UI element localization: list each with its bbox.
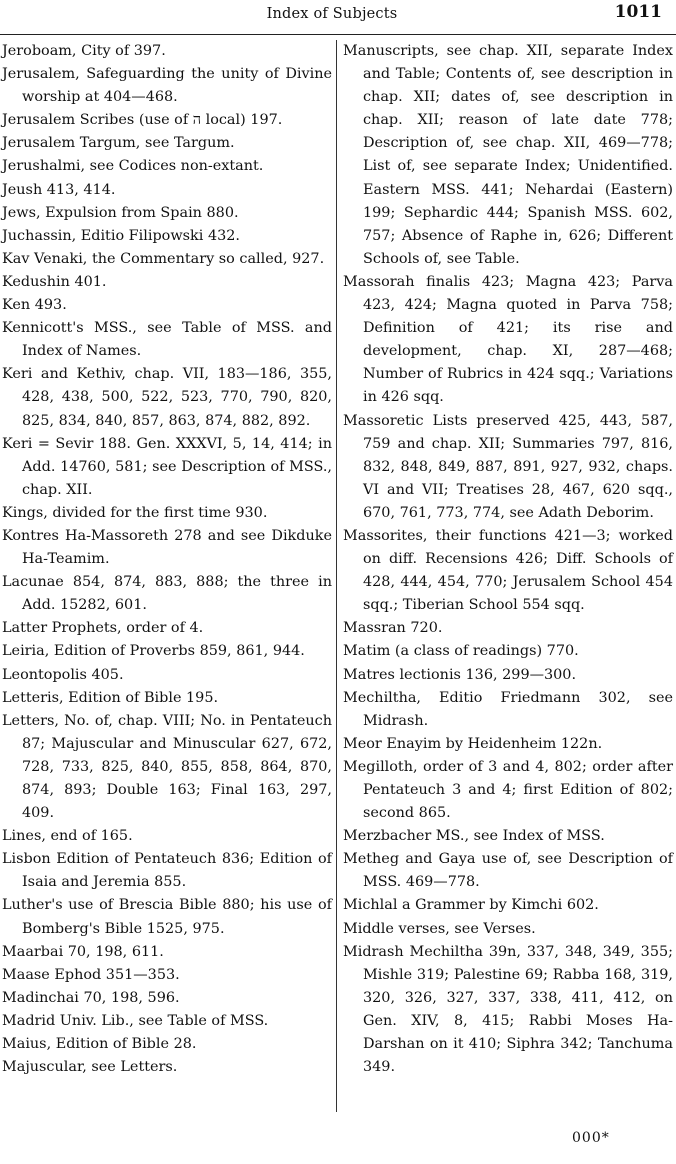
index-entry: Matres lectionis 136, 299—300. [343,666,577,683]
index-entry: Metheg and Gaya use of, see Description of MSS. 469—778. [343,851,673,891]
index-entry: Keri = Sevir 188. Gen. XXXVI, 5, 14, 414; in Add. 14760, 581; see Description of MSS., chap. XII. [2,435,332,498]
index-entry: Kings, divided for the first time 930. [2,504,268,521]
index-entry: Ken 493. [2,297,67,314]
index-entry: Manuscripts, see chap. XII, separate Index and Table; Contents of, see description in chap. XII; dates of, see description in chap. XII; reason of late date 778; Description of, see chap. XII, 469—778; List of, see separate Index; Unidentified. Eastern MSS. 441; Nehardai (Eastern) 199; Sephardic 444; Spanish MSS. 602, 757; Absence of Raphe in, 626; Different Schools of, see Table. [343,43,673,267]
index-entry: Massorites, their functions 421—3; worked on diff. Recensions 426; Diff. Schools of 428, 444, 454, 770; Jerusalem School 454 sqq.; Tiberian School 554 sqq. [343,527,673,614]
index-entry: Leontopolis 405. [2,666,124,683]
page-number: 1011 [614,2,662,22]
index-entry: Midrash Mechiltha 39n, 337, 348, 349, 355; Mishle 319; Palestine 69; Rabba 168, 319, 320, 326, 327, 337, 338, 411, 412, on Gen. XIV, 8, 415; Rabbi Moses Ha-Darshan on it 410; Siphra 342; Tanchuma 349. [343,943,673,1076]
signature-mark: 000* [572,1130,610,1146]
column-divider [336,40,337,1112]
index-entry: Madrid Univ. Lib., see Table of MSS. [2,1012,269,1029]
index-entry: Middle verses, see Verses. [343,920,536,937]
index-entry: Keri and Kethiv, chap. VII, 183—186, 355, 428, 438, 500, 522, 523, 770, 790, 820, 825, 834, 840, 857, 863, 874, 882, 892. [2,366,332,429]
header-rule [0,34,676,35]
index-entry: Massoretic Lists preserved 425, 443, 587, 759 and chap. XII; Summaries 797, 816, 832, 848, 849, 887, 891, 927, 932, chaps. VI and VII; Treatises 28, 467, 620 sqq., 670, 761, 773, 774, see Adath Deborim. [343,412,673,521]
index-column-left [2,40,332,1079]
index-entry: Mechiltha, Editio Friedmann 302, see Midrash. [343,689,673,729]
index-entry: Maius, Edition of Bible 28. [2,1036,197,1053]
index-entry: Juchassin, Editio Filipowski 432. [2,227,240,244]
index-entry: Massran 720. [343,620,443,637]
index-entry: Lines, end of 165. [2,828,133,845]
index-entry: Matim (a class of readings) 770. [343,643,579,660]
index-entry: Kennicott's MSS., see Table of MSS. and Index of Names. [2,320,332,360]
index-entry: Jerusalem, Safeguarding the unity of Divine worship at 404—468. [2,66,332,106]
index-entry: Jerusalem Scribes (use of ה local) 197. [2,112,283,129]
index-entry: Jeush 413, 414. [2,181,116,198]
index-entry: Kedushin 401. [2,273,107,290]
index-entry: Maarbai 70, 198, 611. [2,943,164,960]
index-entry: Lacunae 854, 874, 883, 888; the three in Add. 15282, 601. [2,574,332,614]
index-entry: Leiria, Edition of Proverbs 859, 861, 944. [2,643,305,660]
index-entry: Jeroboam, City of 397. [2,43,166,59]
index-entry: Latter Prophets, order of 4. [2,620,204,637]
index-entry: Kav Venaki, the Commentary so called, 927. [2,250,325,267]
index-column-right [343,40,673,1079]
index-entry: Lisbon Edition of Pentateuch 836; Edition of Isaia and Jeremia 855. [2,851,332,891]
index-entry: Majuscular, see Letters. [2,1059,178,1076]
index-entry: Michlal a Grammer by Kimchi 602. [343,897,599,914]
index-entry: Kontres Ha-Massoreth 278 and see Dikduke Ha-Teamim. [2,527,332,568]
index-entry: Maase Ephod 351—353. [2,966,180,983]
running-header-title: Index of Subjects [266,6,398,22]
index-entry: Letteris, Edition of Bible 195. [2,689,219,706]
index-entry: Letters, No. of, chap. VIII; No. in Pentateuch 87; Majuscular and Minuscular 627, 672, 728, 733, 825, 840, 855, 858, 864, 870, 874, 893; Double 163; Final 163, 297, 409. [2,712,332,822]
index-entry: Jews, Expulsion from Spain 880. [2,204,239,221]
index-entry: Madinchai 70, 198, 596. [2,989,180,1006]
index-entry: Massorah finalis 423; Magna 423; Parva 423, 424; Magna quoted in Parva 758; Definition of 421; its rise and development, chap. XI, 287—468; Number of Rubrics in 424 sqq.; Variations in 426 sqq. [343,273,673,406]
index-entry: Jerushalmi, see Codices non-extant. [2,158,264,175]
index-entry: Meor Enayim by Heidenheim 122n. [343,735,603,752]
index-entry: Merzbacher MS., see Index of MSS. [343,828,605,845]
index-entry: Megilloth, order of 3 and 4, 802; order after Pentateuch 3 and 4; first Edition of 802; second 865. [343,758,673,822]
index-entry: Luther's use of Brescia Bible 880; his use of Bomberg's Bible 1525, 975. [2,897,332,937]
index-entry: Jerusalem Targum, see Targum. [2,135,235,152]
